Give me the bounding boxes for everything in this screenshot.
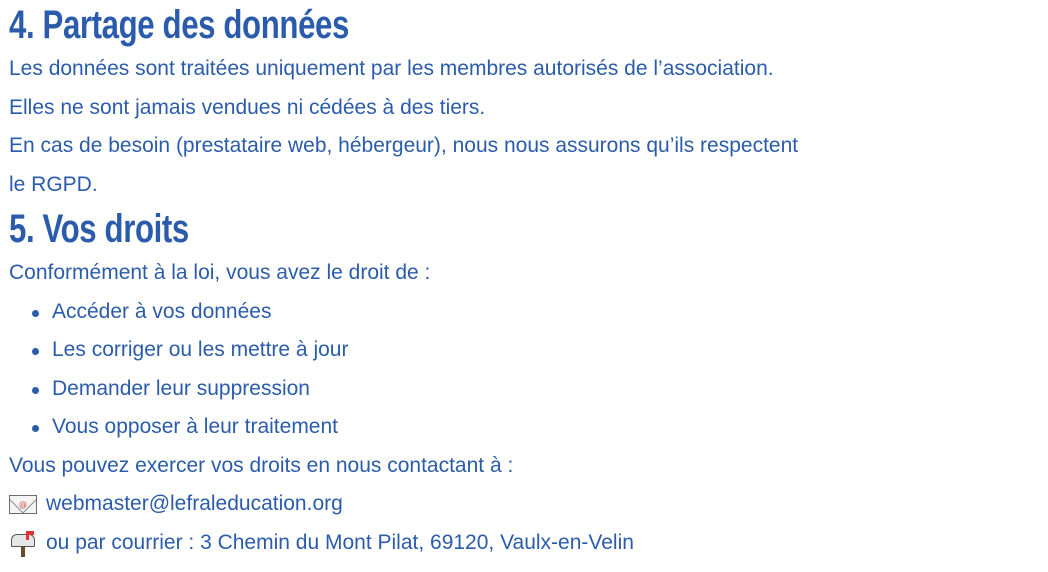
paragraph-providers-line2: le RGPD. bbox=[9, 172, 98, 196]
privacy-content bbox=[9, 0, 1039, 562]
email-contact-line bbox=[9, 485, 1039, 524]
list-item: Vous opposer à leur traitement bbox=[52, 408, 1039, 447]
email-address[interactable]: webmaster@lefraleducation.org bbox=[46, 492, 343, 516]
section-heading-data-sharing: 4. Partage des données bbox=[9, 3, 349, 47]
list-item: Accéder à vos données bbox=[52, 293, 1039, 332]
list-item: Demander leur suppression bbox=[52, 370, 1039, 409]
rights-list bbox=[9, 293, 1039, 447]
mailbox-icon bbox=[9, 531, 39, 555]
paragraph-authorized-members: Les données sont traitées uniquement par les membres autorisés de l’association. bbox=[9, 57, 774, 80]
paragraph-never-sold: Elles ne sont jamais vendues ni cédées à des tiers. bbox=[9, 95, 486, 119]
postal-contact-line bbox=[9, 524, 1039, 563]
paragraph-providers-line1: En cas de besoin (prestataire web, hébergeur), nous nous assurons qu’ils respectent bbox=[9, 134, 799, 157]
envelope-email-icon bbox=[9, 492, 39, 516]
contact-intro: Vous pouvez exercer vos droits en nous contactant à : bbox=[9, 453, 514, 477]
postal-address: ou par courrier : 3 Chemin du Mont Pilat, 69120, Vaulx-en-Velin bbox=[46, 530, 634, 554]
section-heading-your-rights: 5. Vos droits bbox=[9, 207, 189, 251]
list-item: Les corriger ou les mettre à jour bbox=[52, 331, 1039, 370]
rights-intro: Conformément à la loi, vous avez le droit de : bbox=[9, 261, 431, 284]
